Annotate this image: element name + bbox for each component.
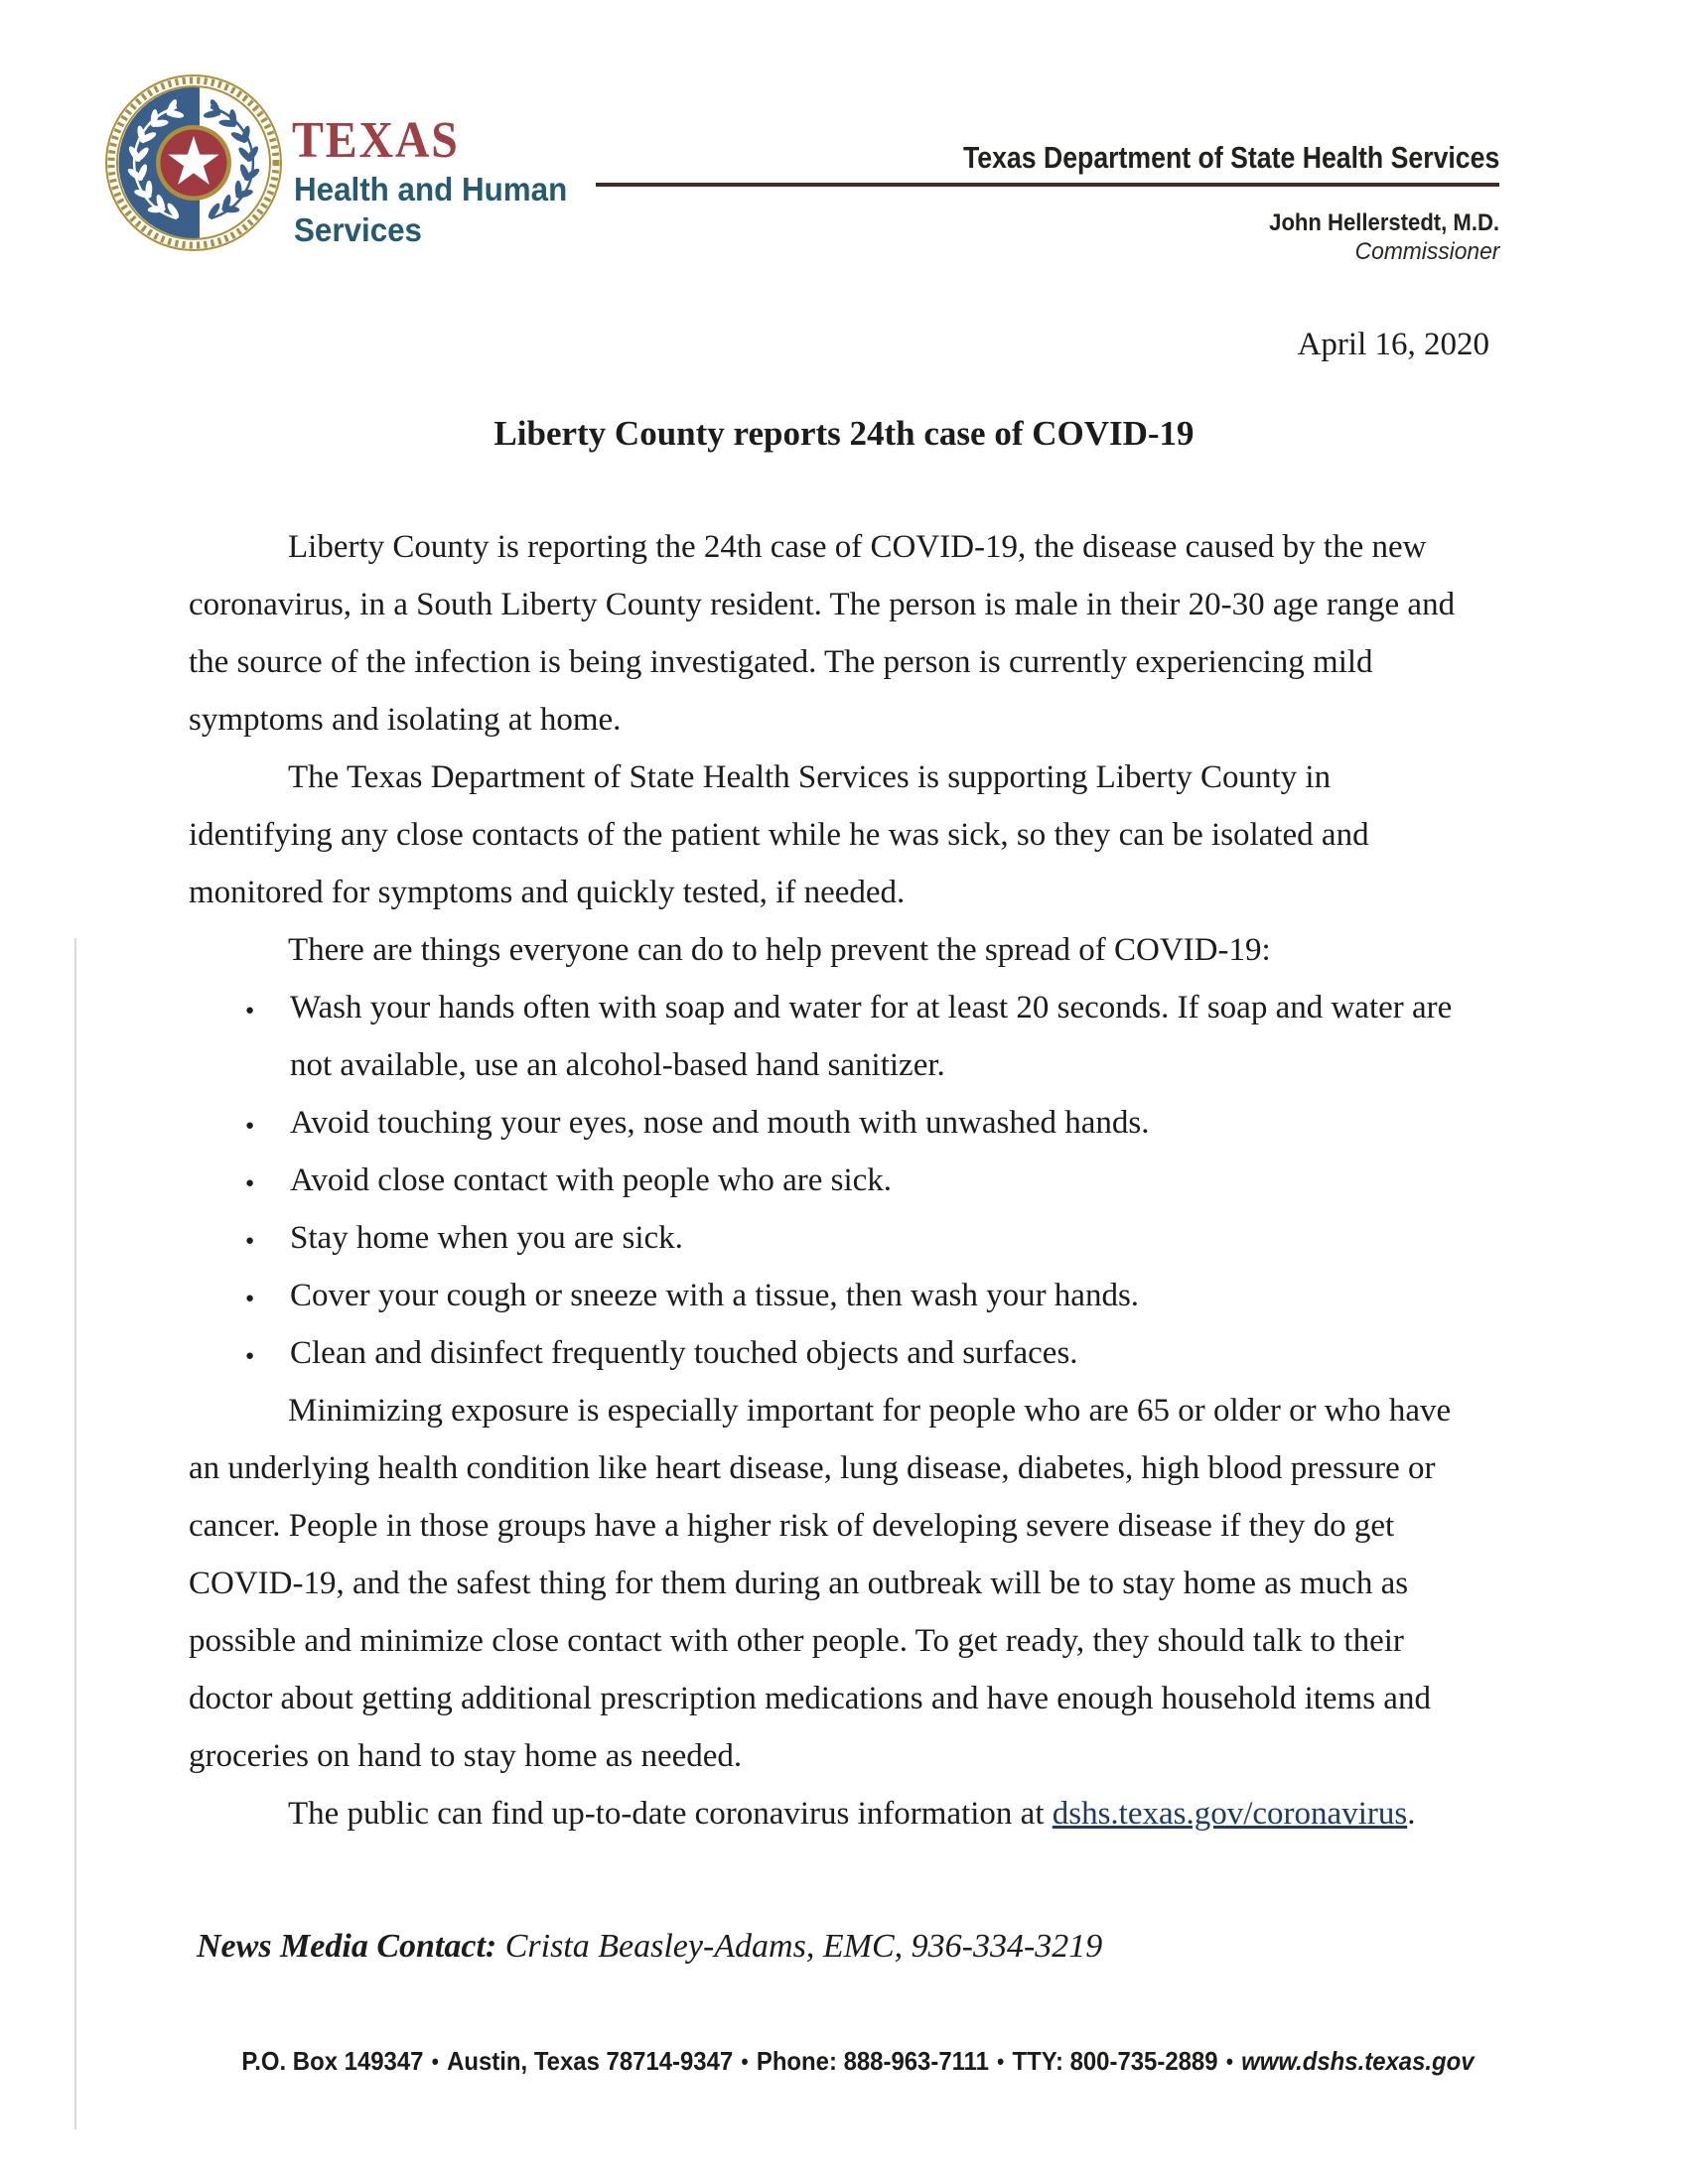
list-item	[189, 979, 1479, 1094]
logo-hhs-line1: Health and Human	[294, 171, 568, 207]
paragraph-1: Liberty County is reporting the 24th case of COVID-19, the disease caused by the new coronavirus, in a South Liberty County resident. The person is male in their 20-30 age range and the source of the infection is being investigated. The person is currently experiencing mild symptoms and isolating at home.	[189, 529, 1456, 738]
list-item	[189, 1152, 1479, 1209]
list-item-text: Avoid close contact with people who are sick.	[290, 1162, 893, 1198]
bullet-icon: ●	[245, 1003, 255, 1019]
footer-separator-icon: •	[741, 2049, 749, 2074]
bullet-icon: ●	[245, 1175, 255, 1191]
release-title: Liberty County reports 24th case of COVID-19	[493, 414, 1195, 453]
footer-separator-icon: •	[997, 2049, 1005, 2074]
footer-phone: Phone: 888-963-7111	[756, 2046, 989, 2076]
media-contact-label: News Media Contact:	[197, 1928, 497, 1965]
list-item	[189, 1267, 1479, 1324]
paragraph-2: The Texas Department of State Health Services is supporting Liberty County in identifying any close contacts of the patient while he was sick, so they can be isolated and monitored for symptoms and quickly tested, if needed.	[189, 759, 1369, 910]
footer-website: www.dshs.texas.gov	[1241, 2046, 1475, 2076]
footer-address: Austin, Texas 78714-9347	[447, 2046, 734, 2076]
letterhead-footer	[81, 2046, 1634, 2077]
logo-hhs-line2: Services	[294, 211, 423, 248]
footer-tty: TTY: 800-735-2889	[1012, 2046, 1218, 2076]
footer-separator-icon: •	[431, 2049, 439, 2074]
paragraph-4: Minimizing exposure is especially important for people who are 65 or older or who have an underlying health condition like heart disease, lung disease, diabetes, high blood pressure or cancer. People in those groups have a higher risk of developing severe disease if they do get COVID-19, and the safest thing for them during an outbreak will be to stay home as much as possible and minimize close contact with other people. To get ready, they should talk to their doctor about getting additional prescription medications and have enough household items and groceries on hand to stay home as needed.	[189, 1393, 1452, 1774]
bullet-icon: ●	[245, 1348, 255, 1364]
list-item	[189, 1209, 1479, 1267]
logo-texas-wordmark: TEXAS	[292, 112, 460, 169]
letterhead-rule	[596, 183, 1499, 187]
release-body	[189, 518, 1479, 1843]
bullet-icon: ●	[245, 1118, 255, 1134]
footer-po-box: P.O. Box 149347	[241, 2046, 424, 2076]
closing-period: .	[1407, 1796, 1416, 1832]
list-item	[189, 1324, 1479, 1382]
media-contact-line	[197, 1922, 1102, 1972]
coronavirus-info-link[interactable]: dshs.texas.gov/coronavirus	[1052, 1796, 1408, 1832]
texas-hhs-seal-icon	[104, 73, 283, 252]
media-contact-value: Crista Beasley-Adams, EMC, 936-334-3219	[496, 1928, 1103, 1965]
commissioner-title: Commissioner	[1354, 238, 1499, 265]
list-item-text: Avoid touching your eyes, nose and mouth with unwashed hands.	[290, 1105, 1150, 1141]
closing-paragraph	[189, 1785, 1479, 1843]
list-item-text: Stay home when you are sick.	[290, 1220, 683, 1256]
closing-text: The public can find up-to-date coronavirus information at	[288, 1796, 1053, 1832]
date-line: April 16, 2020	[1297, 327, 1489, 362]
bullet-icon: ●	[245, 1291, 255, 1306]
list-item-text: Wash your hands often with soap and water for at least 20 seconds. If soap and water are not available, use an alcohol-based hand sanitizer.	[290, 990, 1453, 1083]
list-item	[189, 1094, 1479, 1152]
logo-hhs-wordmark	[294, 169, 567, 250]
list-item-text: Clean and disinfect frequently touched objects and surfaces.	[290, 1335, 1078, 1371]
department-title: Texas Department of State Health Services	[962, 140, 1499, 175]
bullet-icon: ●	[245, 1233, 255, 1249]
commissioner-name: John Hellerstedt, M.D.	[1269, 209, 1499, 236]
footer-separator-icon: •	[1225, 2049, 1233, 2074]
list-item-text: Cover your cough or sneeze with a tissue, then wash your hands.	[290, 1278, 1140, 1313]
scan-artifact-line	[74, 938, 76, 2129]
prevention-list	[189, 979, 1479, 1382]
paragraph-3: There are things everyone can do to help prevent the spread of COVID-19:	[288, 932, 1271, 968]
